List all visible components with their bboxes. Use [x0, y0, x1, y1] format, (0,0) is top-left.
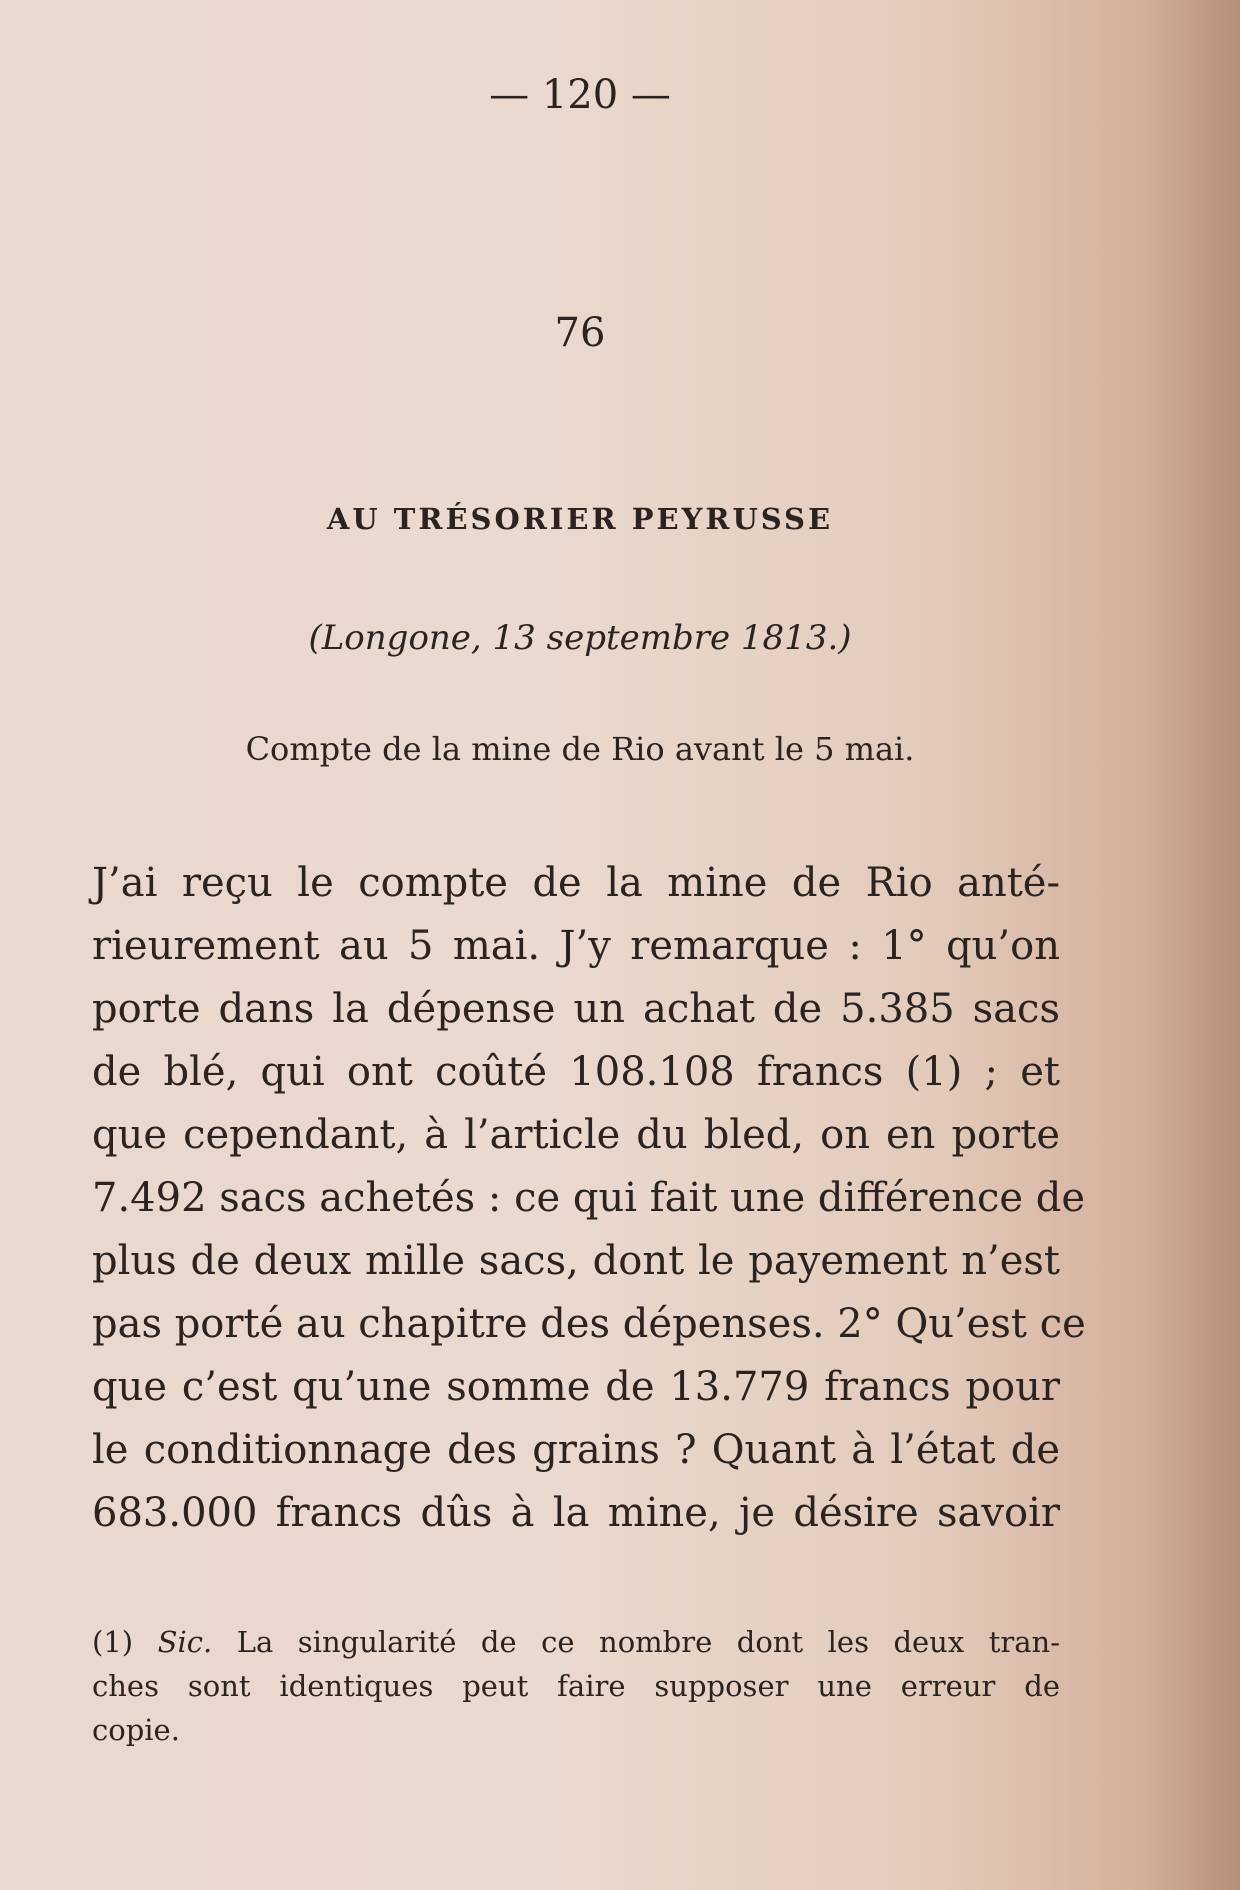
- body-line: pas porté au chapitre des dépenses. 2° Qu’est ce: [92, 1301, 1086, 1347]
- footnote-line: [92, 1620, 1060, 1664]
- body-text: [92, 852, 1086, 1545]
- body-line: plus de deux mille sacs, dont le payement n’est: [92, 1238, 1060, 1284]
- body-line: porte dans la dépense un achat de 5.385 sacs: [92, 986, 1060, 1032]
- body-line: 7.492 sacs achetés : ce qui fait une différence de: [92, 1175, 1086, 1221]
- footnote-line: copie.: [92, 1713, 180, 1747]
- footnote-line: ches sont identiques peut faire supposer une erreur de: [92, 1669, 1060, 1703]
- body-line: 683.000 francs dûs à la mine, je désire savoir: [92, 1490, 1060, 1536]
- footnote-text: La singularité de ce nombre dont les deux tran-: [236, 1625, 1061, 1659]
- footnote-marker: (1): [92, 1625, 134, 1659]
- summary-line: Compte de la mine de Rio avant le 5 mai.: [245, 730, 915, 768]
- footnote-sic: Sic.: [157, 1625, 213, 1659]
- running-head: — 120 —: [489, 72, 671, 118]
- body-line: rieurement au 5 mai. J’y remarque : 1° qu’on: [92, 923, 1060, 969]
- dateline: (Longone, 13 septembre 1813.): [308, 618, 852, 658]
- body-line: de blé, qui ont coûté 108.108 francs (1) ; et: [92, 1049, 1060, 1095]
- footnote: [92, 1620, 1060, 1752]
- addressee-heading: AU TRÉSORIER PEYRUSSE: [326, 502, 834, 536]
- document-number: 76: [554, 310, 606, 356]
- body-line: le conditionnage des grains ? Quant à l’état de: [92, 1427, 1060, 1473]
- body-line: que cependant, à l’article du bled, on en porte: [92, 1112, 1060, 1158]
- body-line: que c’est qu’une somme de 13.779 francs pour: [92, 1364, 1060, 1410]
- body-line: J’ai reçu le compte de la mine de Rio anté-: [92, 860, 1060, 906]
